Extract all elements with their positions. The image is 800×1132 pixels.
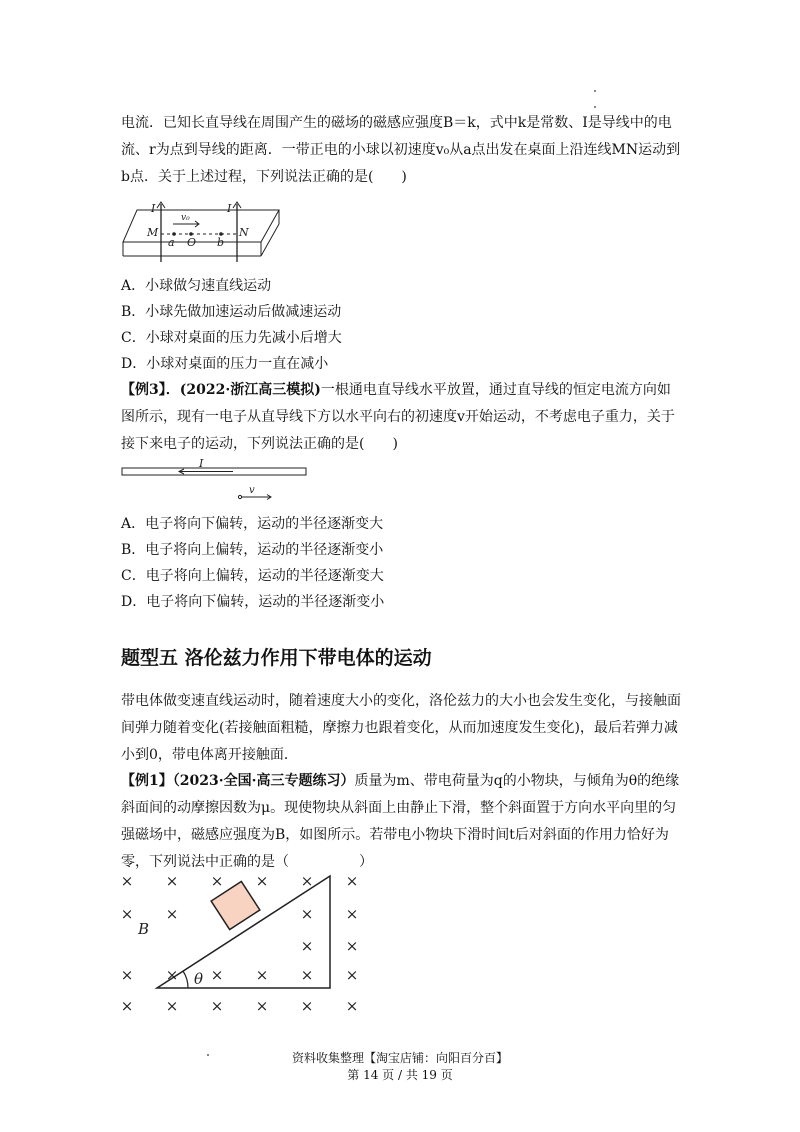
option-c: C．小球对桌面的压力先减小后增大 [121, 330, 342, 346]
ex3-option-c: C．电子将向上偏转，运动的半径逐渐变大 [121, 568, 384, 584]
field-cross: × [255, 872, 269, 890]
field-cross: × [345, 997, 359, 1015]
field-cross: × [255, 997, 269, 1015]
example3-tag: 【例3】．(2022·浙江高三模拟) [121, 382, 321, 398]
footer-source: 资料收集整理【淘宝店铺：向阳百分百】 [291, 1051, 508, 1065]
label-m: M [147, 226, 159, 239]
label-i-right: I [227, 202, 232, 215]
field-cross: × [345, 905, 359, 923]
label-theta: θ [194, 970, 204, 988]
field-cross: × [165, 966, 179, 984]
field-cross: × [345, 937, 359, 955]
angle-arc [183, 971, 188, 988]
scan-dot [594, 106, 596, 108]
field-cross: × [210, 872, 224, 890]
label-v: v [249, 485, 255, 496]
field-cross: × [120, 966, 134, 984]
ex3-option-b: B．电子将向上偏转，运动的半径逐渐变小 [121, 542, 384, 558]
option-d: D．小球对桌面的压力一直在减小 [121, 356, 329, 372]
field-cross: × [120, 872, 134, 890]
label-v0: v₀ [181, 213, 190, 223]
field-cross: × [210, 966, 224, 984]
field-cross: × [300, 905, 314, 923]
wire-electron-figure [121, 456, 311, 506]
section-heading: 题型五 洛伦兹力作用下带电体的运动 [121, 647, 432, 669]
field-cross: × [300, 997, 314, 1015]
label-a: a [168, 236, 175, 249]
incline-field-figure [110, 868, 380, 1028]
question-prev-text: 电流．已知长直导线在周围产生的磁场的磁感应强度B＝k，式中k是常数、I是导线中的电流、r为点到导线的距离．一带正电的小球以初速度v₀从a点出发在桌面上沿连线MN运动到b点．关于上述过程，下列说法正确的是( ) [121, 115, 681, 185]
field-cross: × [165, 872, 179, 890]
field-cross: × [120, 905, 134, 923]
field-cross: × [165, 905, 179, 923]
label-i-left: I [151, 202, 156, 215]
label-b: b [217, 236, 225, 249]
footer-page-number: 第 14 页 / 共 19 页 [347, 1068, 453, 1082]
ex3-option-d: D．电子将向下偏转，运动的半径逐渐变小 [121, 594, 385, 610]
example1-text [121, 768, 681, 876]
field-cross: × [300, 937, 314, 955]
option-b: B．小球先做加速运动后做减速运动 [121, 304, 342, 320]
ex3-option-a: A．电子将向下偏转，运动的半径逐渐变大 [121, 516, 384, 532]
scan-dot [594, 90, 596, 92]
field-cross: × [345, 872, 359, 890]
label-n: N [239, 226, 249, 239]
example3-body: 一根通电直导线水平放置，通过直导线的恒定电流方向如图所示，现有一电子从直导线下方以水平向右的初速度v开始运动，不考虑电子重力，关于接下来电子的运动，下列说法正确的是( ) [121, 382, 675, 452]
label-o: O [187, 236, 197, 249]
option-a: A．小球做匀速直线运动 [121, 278, 272, 294]
section-intro: 带电体做变速直线运动时，随着速度大小的变化，洛伦兹力的大小也会发生变化，与接触面间弹力随着变化(若接触面粗糙，摩擦力也跟着变化，从而加速度发生变化)，最后若弹力减小到0，带电体离开接触面． [121, 693, 681, 763]
field-cross: × [300, 966, 314, 984]
wires-table-figure [121, 196, 291, 268]
example1-tag: 【例1】（2023·全国·高三专题练习） [121, 773, 355, 789]
field-cross: × [120, 997, 134, 1015]
field-cross: × [300, 872, 314, 890]
label-b-field: B [138, 920, 150, 938]
field-cross: × [345, 966, 359, 984]
field-cross: × [255, 966, 269, 984]
table-edge [261, 224, 279, 256]
field-cross: × [210, 997, 224, 1015]
example1-body: 质量为m、带电荷量为q的小物块，与倾角为θ的绝缘斜面间的动摩擦因数为μ。现使物块从斜面上由静止下滑，整个斜面置于方向水平向里的匀强磁场中，磁感应强度为B，如图所示。若带电小物块下滑时间t后对斜面的作用力恰好为零，下列说法中正确的是（ ） [121, 773, 680, 870]
example3-text [121, 377, 681, 458]
electron [238, 495, 241, 498]
field-cross: × [165, 997, 179, 1015]
label-current-i: I [199, 457, 204, 470]
